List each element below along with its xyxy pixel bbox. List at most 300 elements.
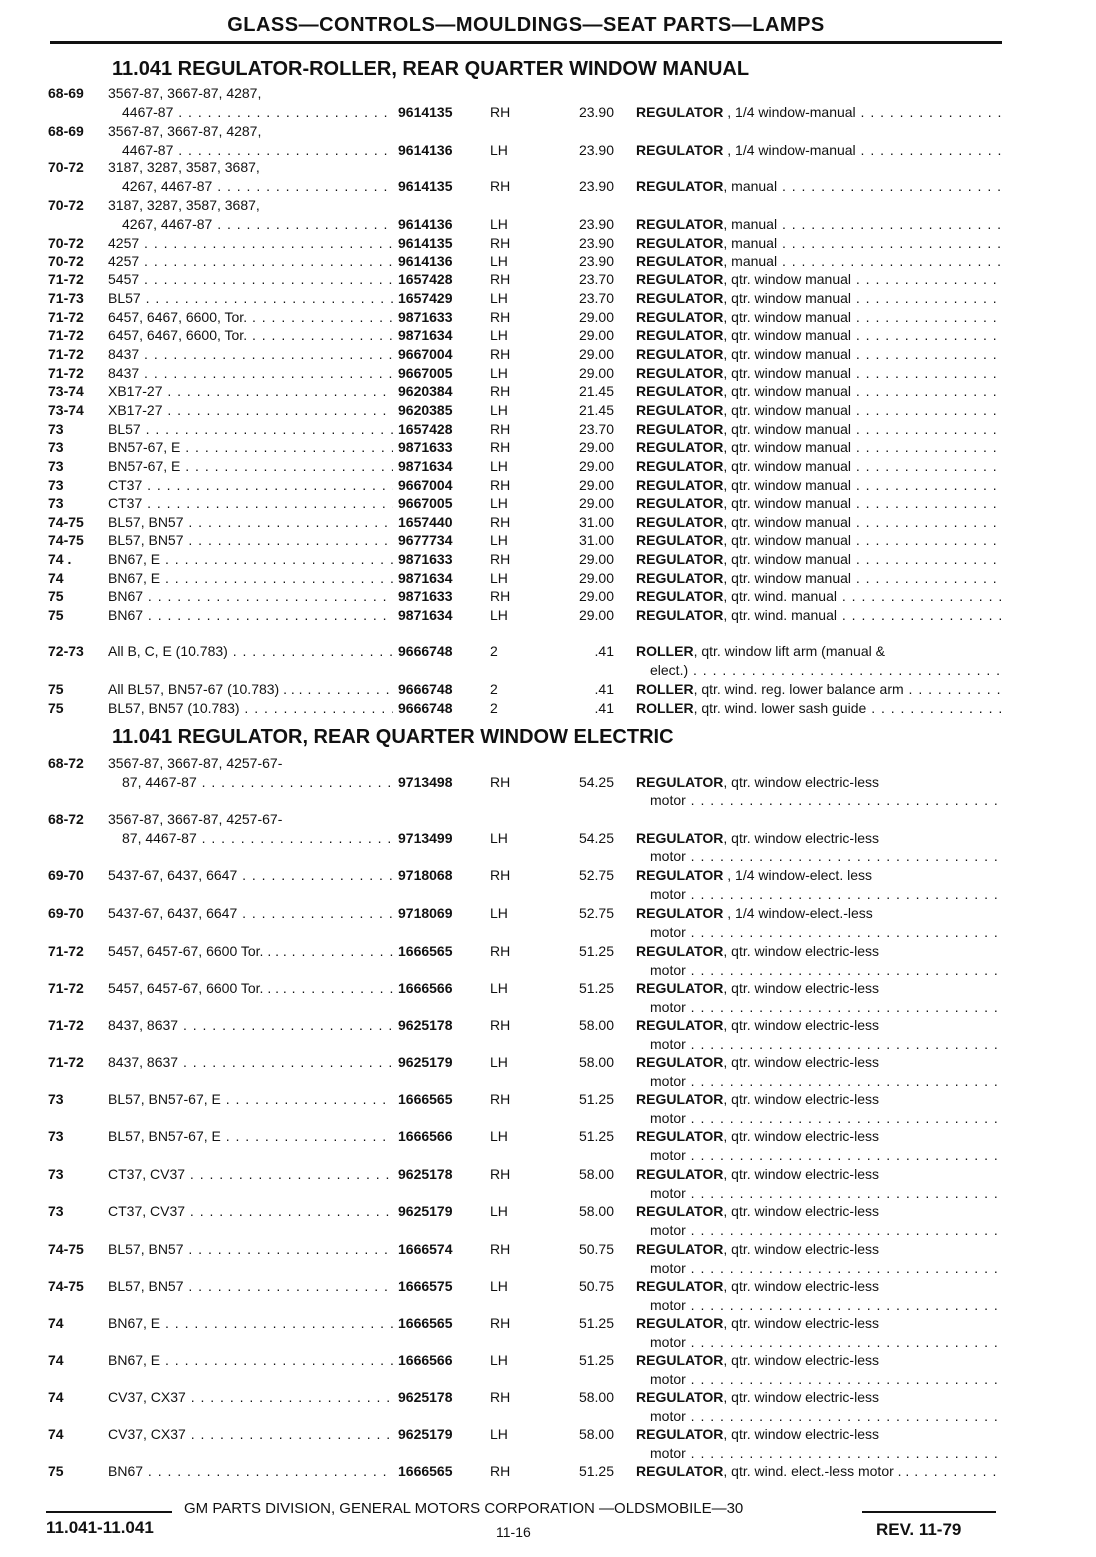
row-year: 70-72 xyxy=(48,235,84,251)
row-description-name: REGULATOR xyxy=(636,327,724,343)
row-description xyxy=(636,587,1002,606)
row-price: 52.75 xyxy=(578,905,614,921)
row-description-name: REGULATOR xyxy=(636,829,724,846)
row-description-name: REGULATOR xyxy=(636,1389,724,1405)
row-price: .41 xyxy=(594,700,614,716)
row-description-name: REGULATOR xyxy=(636,514,724,530)
row-models xyxy=(108,1277,393,1296)
row-description-text: , qtr. wind. reg. lower balance arm xyxy=(693,681,904,697)
row-description-text: , 1/4 window-elect.-less xyxy=(723,905,873,921)
row-models xyxy=(108,1388,393,1407)
row-description xyxy=(636,1240,1002,1277)
row-description-continuation: motor . . . xyxy=(636,1444,1002,1463)
row-models xyxy=(108,401,393,420)
row-description-name: REGULATOR xyxy=(636,215,724,232)
row-description-text: , qtr. window manual xyxy=(723,290,851,306)
row-description-text: , manual xyxy=(723,215,778,232)
row-models xyxy=(108,1462,393,1481)
row-models-line: BN67 . . . xyxy=(108,1462,393,1481)
row-models-line: 3567-87, 3667-87, 4287, xyxy=(108,123,262,139)
row-side: RH xyxy=(490,1091,511,1107)
row-description xyxy=(636,1202,1002,1239)
row-models xyxy=(108,754,393,791)
row-description-text: , qtr. window electric-less xyxy=(723,1426,879,1442)
row-side: RH xyxy=(490,439,511,455)
row-side: LH xyxy=(490,365,508,381)
row-description xyxy=(636,1314,1002,1351)
row-description-text: , qtr. window electric-less xyxy=(723,1352,879,1368)
footer-rule-left xyxy=(46,1511,172,1513)
row-description-name: REGULATOR xyxy=(636,588,724,604)
row-description-continuation: motor . . . xyxy=(636,1035,1002,1054)
row-price: 54.25 xyxy=(578,773,614,790)
row-models-line: BN67, E . . . xyxy=(108,1351,393,1370)
row-models-line: BL57, BN57 . . . xyxy=(108,513,393,532)
row-description-continuation: motor . . . xyxy=(636,1370,1002,1389)
row-description-line xyxy=(636,326,1002,345)
row-description xyxy=(636,866,1002,903)
row-description-continuation: motor . . . xyxy=(636,1407,1002,1426)
row-models xyxy=(108,979,393,998)
row-models-line: 5457, 6457-67, 6600 Tor. . . . . . . xyxy=(108,942,393,961)
row-price: 52.75 xyxy=(578,867,614,883)
row-part-number: 9625179 xyxy=(398,1426,453,1442)
row-price: 21.45 xyxy=(578,383,614,399)
row-side: LH xyxy=(490,495,508,511)
row-side: LH xyxy=(490,1426,508,1442)
row-price: 29.00 xyxy=(578,365,614,381)
row-price: 58.00 xyxy=(578,1389,614,1405)
row-models xyxy=(108,1053,393,1072)
row-description-line xyxy=(636,979,1002,998)
row-price: 23.90 xyxy=(578,235,614,251)
row-year: 69-70 xyxy=(48,905,84,921)
row-description-continuation: motor . . . xyxy=(636,1109,1002,1128)
row-description xyxy=(636,904,1002,941)
row-year: 75 xyxy=(48,681,64,697)
row-part-number: 9614136 xyxy=(398,215,453,232)
row-description-name: REGULATOR xyxy=(636,383,724,399)
row-description-line xyxy=(636,904,1002,923)
row-year: 73 xyxy=(48,1166,64,1182)
row-part-number: 1666574 xyxy=(398,1241,453,1257)
row-price: 51.25 xyxy=(578,943,614,959)
row-part-number: 1666575 xyxy=(398,1278,453,1294)
row-year: 71-72 xyxy=(48,309,84,325)
row-year: 74 xyxy=(48,570,64,586)
row-description-line xyxy=(636,1351,1002,1370)
row-description-text: , 1/4 window-manual xyxy=(723,141,856,158)
row-price: 51.25 xyxy=(578,1463,614,1479)
row-year: 71-72 xyxy=(48,346,84,362)
row-description-text: , qtr. window manual xyxy=(723,495,851,511)
row-description-name: REGULATOR xyxy=(636,1315,724,1331)
row-description xyxy=(636,457,1002,476)
row-description xyxy=(636,531,1002,550)
row-models-line: BN67, E . . . xyxy=(108,569,393,588)
row-year: 68-69 xyxy=(48,85,84,101)
row-models-line: XB17-27 . . . xyxy=(108,401,393,420)
row-description-text: , qtr. window manual xyxy=(723,514,851,530)
row-year: 74 xyxy=(48,1352,64,1368)
row-price: 51.25 xyxy=(578,1091,614,1107)
row-side: RH xyxy=(490,1166,511,1182)
row-models xyxy=(108,531,393,550)
row-description xyxy=(636,1388,1002,1425)
row-part-number: 9871634 xyxy=(398,570,453,586)
row-price: 29.00 xyxy=(578,477,614,493)
row-description xyxy=(636,1462,1002,1481)
row-year: 73 xyxy=(48,1091,64,1107)
row-description-text: , qtr. window electric-less xyxy=(723,1017,879,1033)
row-year: 73 xyxy=(48,458,64,474)
row-description-text: , qtr. window electric-less xyxy=(723,1128,879,1144)
row-description-name: ROLLER xyxy=(636,643,694,659)
row-year: 70-72 xyxy=(48,197,84,213)
row-description-line xyxy=(636,1202,1002,1221)
row-description-line xyxy=(636,438,1002,457)
row-description-text: , qtr. window manual xyxy=(723,327,851,343)
row-models xyxy=(108,904,393,923)
row-models xyxy=(108,382,393,401)
row-part-number: 9620385 xyxy=(398,402,453,418)
row-side: LH xyxy=(490,829,508,846)
row-description-text: , qtr. window manual xyxy=(723,271,851,287)
row-description-line xyxy=(636,866,1002,885)
row-description-text: , qtr. window manual xyxy=(723,365,851,381)
row-year: 71-72 xyxy=(48,365,84,381)
row-models-line: BN67 . . . xyxy=(108,587,393,606)
row-models xyxy=(108,587,393,606)
row-description-text: , qtr. window electric-less xyxy=(723,829,879,846)
row-description-name: REGULATOR xyxy=(636,943,724,959)
row-part-number: 1666565 xyxy=(398,1091,453,1107)
row-description xyxy=(636,1053,1002,1090)
row-models-line: 5437-67, 6437, 6647 . . . xyxy=(108,904,393,923)
row-side: RH xyxy=(490,514,511,530)
row-models xyxy=(108,1127,393,1146)
row-part-number: 9667005 xyxy=(398,365,453,381)
row-description xyxy=(636,680,1002,699)
row-side: LH xyxy=(490,532,508,548)
row-models xyxy=(108,234,393,253)
row-price: 51.25 xyxy=(578,1128,614,1144)
row-part-number: 9666748 xyxy=(398,700,453,716)
footer-revision: REV. 11-79 xyxy=(876,1520,962,1539)
row-description xyxy=(636,642,1002,679)
row-side: RH xyxy=(490,1389,511,1405)
row-year: 75 xyxy=(48,607,64,623)
row-part-number: 1657428 xyxy=(398,271,453,287)
row-side: RH xyxy=(490,867,511,883)
row-description-line xyxy=(636,829,1002,848)
row-description-line xyxy=(636,1127,1002,1146)
row-year: 71-72 xyxy=(48,943,84,959)
row-side: LH xyxy=(490,402,508,418)
row-description-line xyxy=(636,364,1002,383)
row-description-continuation: elect.) . . . xyxy=(636,661,1002,680)
row-price: 29.00 xyxy=(578,607,614,623)
row-description xyxy=(636,476,1002,495)
row-description xyxy=(636,345,1002,364)
row-description xyxy=(636,1277,1002,1314)
row-description-line xyxy=(636,1016,1002,1035)
row-description-text: , manual xyxy=(723,177,778,194)
row-part-number: 1666565 xyxy=(398,943,453,959)
row-models-line: CV37, CX37 . . . xyxy=(108,1388,393,1407)
row-side: 2 xyxy=(490,700,498,716)
row-price: 54.25 xyxy=(578,829,614,846)
row-description-name: ROLLER xyxy=(636,681,694,697)
row-part-number: 9667004 xyxy=(398,346,453,362)
row-models xyxy=(108,550,393,569)
row-description xyxy=(636,494,1002,513)
row-models xyxy=(108,494,393,513)
row-description-name: REGULATOR xyxy=(636,271,724,287)
row-description xyxy=(636,420,1002,439)
row-description-line xyxy=(636,569,1002,588)
row-description xyxy=(636,1165,1002,1202)
row-description-name: REGULATOR xyxy=(636,1352,724,1368)
row-price: 23.70 xyxy=(578,271,614,287)
row-side: LH xyxy=(490,1278,508,1294)
row-side: RH xyxy=(490,271,511,287)
row-models-line: BN67 . . . xyxy=(108,606,393,625)
row-part-number: 9614135 xyxy=(398,103,453,120)
row-description-text: , 1/4 window-manual xyxy=(723,103,856,120)
row-description-line xyxy=(636,345,1002,364)
row-description-continuation: motor . . . xyxy=(636,1184,1002,1203)
row-models xyxy=(108,513,393,532)
row-description-text: , qtr. window manual xyxy=(723,570,851,586)
row-models-line: CT37 . . . xyxy=(108,476,393,495)
row-side: LH xyxy=(490,905,508,921)
row-description xyxy=(636,234,1002,253)
row-description-text: , qtr. window manual xyxy=(723,421,851,437)
row-part-number: 1657428 xyxy=(398,421,453,437)
row-description-name: REGULATOR xyxy=(636,1463,724,1479)
row-side: LH xyxy=(490,1054,508,1070)
row-year: 72-73 xyxy=(48,643,84,659)
row-description-continuation: motor . . . xyxy=(636,1333,1002,1352)
row-year: 73 xyxy=(48,1203,64,1219)
row-side: RH xyxy=(490,177,511,194)
row-description-text: , qtr. window manual xyxy=(723,346,851,362)
row-description-name: REGULATOR xyxy=(636,421,724,437)
row-description xyxy=(636,215,1002,234)
row-models-line: 8437, 8637 . . . xyxy=(108,1053,393,1072)
row-part-number: 1666566 xyxy=(398,980,453,996)
row-description-name: REGULATOR xyxy=(636,1278,724,1294)
row-description xyxy=(636,364,1002,383)
row-models xyxy=(108,308,393,327)
row-description-continuation: motor . . . xyxy=(636,791,1002,810)
row-price: .41 xyxy=(594,681,614,697)
row-part-number: 9871633 xyxy=(398,439,453,455)
row-side: RH xyxy=(490,103,511,120)
row-models xyxy=(108,1240,393,1259)
row-price: 23.90 xyxy=(578,103,614,120)
row-year: 68-72 xyxy=(48,811,84,827)
row-part-number: 9614135 xyxy=(398,177,453,194)
row-side: RH xyxy=(490,588,511,604)
row-description-name: REGULATOR xyxy=(636,1241,724,1257)
row-year: 73 xyxy=(48,495,64,511)
row-description-name: REGULATOR xyxy=(636,477,724,493)
row-side: LH xyxy=(490,290,508,306)
footer-page-number: 11-16 xyxy=(496,1524,531,1540)
row-models xyxy=(108,457,393,476)
row-year: 74 . xyxy=(48,551,72,567)
row-side: RH xyxy=(490,943,511,959)
row-price: 58.00 xyxy=(578,1203,614,1219)
row-price: 29.00 xyxy=(578,439,614,455)
row-description xyxy=(636,1090,1002,1127)
row-description-name: REGULATOR xyxy=(636,1091,724,1107)
row-models-line: 6457, 6467, 6600, Tor. . . . xyxy=(108,308,393,327)
row-description-name: REGULATOR xyxy=(636,1203,724,1219)
row-description-name: REGULATOR xyxy=(636,905,724,921)
row-price: 51.25 xyxy=(578,980,614,996)
row-description xyxy=(636,606,1002,625)
row-year: 70-72 xyxy=(48,159,84,175)
row-part-number: 9871633 xyxy=(398,588,453,604)
row-description-text: , qtr. window lift arm (manual & xyxy=(693,643,885,659)
row-models-line: BL57, BN57 . . . xyxy=(108,531,393,550)
row-models-line: BL57, BN57 (10.783) . . . xyxy=(108,699,393,718)
row-part-number: 9713499 xyxy=(398,829,453,846)
row-description-name: REGULATOR xyxy=(636,290,724,306)
row-description-name: REGULATOR xyxy=(636,607,724,623)
row-description xyxy=(636,1127,1002,1164)
row-models-line: 6457, 6467, 6600, Tor. . . . xyxy=(108,326,393,345)
row-description-name: REGULATOR xyxy=(636,1017,724,1033)
row-description xyxy=(636,252,1002,271)
row-models xyxy=(108,252,393,271)
row-models-line: BN67, E . . . xyxy=(108,550,393,569)
row-part-number: 9614136 xyxy=(398,253,453,269)
row-models xyxy=(108,1351,393,1370)
row-description-name: REGULATOR xyxy=(636,253,724,269)
row-models-line: 4257 . . . xyxy=(108,252,393,271)
row-models-line: 87, 4467-87 . . . xyxy=(108,829,393,848)
row-side: RH xyxy=(490,551,511,567)
row-description xyxy=(636,326,1002,345)
row-models xyxy=(108,1202,393,1221)
row-description-text: , qtr. window manual xyxy=(723,383,851,399)
row-description-name: REGULATOR xyxy=(636,1166,724,1182)
row-description-name: REGULATOR xyxy=(636,346,724,362)
row-description-line xyxy=(636,773,1002,792)
row-description xyxy=(636,289,1002,308)
row-description-text: , qtr. wind. manual xyxy=(723,607,837,623)
row-description-text: , qtr. wind. manual xyxy=(723,588,837,604)
row-models xyxy=(108,289,393,308)
row-models-line: BL57, BN57-67, E . . . xyxy=(108,1090,393,1109)
row-models-line: BL57 . . . xyxy=(108,420,393,439)
row-side: LH xyxy=(490,458,508,474)
row-side: RH xyxy=(490,477,511,493)
row-description-text: , qtr. window electric-less xyxy=(723,1278,879,1294)
row-description-name: REGULATOR xyxy=(636,177,724,194)
row-part-number: 9620384 xyxy=(398,383,453,399)
row-description-continuation: motor . . . xyxy=(636,1259,1002,1278)
row-part-number: 1666566 xyxy=(398,1128,453,1144)
row-part-number: 1666565 xyxy=(398,1315,453,1331)
row-part-number: 9625178 xyxy=(398,1017,453,1033)
section-title-manual: 11.041 REGULATOR-ROLLER, REAR QUARTER WINDOW MANUAL xyxy=(112,58,750,80)
row-description-line xyxy=(636,550,1002,569)
row-price: 58.00 xyxy=(578,1054,614,1070)
row-part-number: 9625178 xyxy=(398,1166,453,1182)
row-description-text: , qtr. window electric-less xyxy=(723,1203,879,1219)
row-description-text: , qtr. wind. elect.-less motor . . xyxy=(723,1463,910,1479)
row-price: 51.25 xyxy=(578,1352,614,1368)
row-models xyxy=(108,345,393,364)
row-part-number: 9871633 xyxy=(398,551,453,567)
row-description xyxy=(636,942,1002,979)
row-description-line xyxy=(636,270,1002,289)
row-models xyxy=(108,1016,393,1035)
row-price: 23.90 xyxy=(578,141,614,158)
row-description-line xyxy=(636,457,1002,476)
row-models xyxy=(108,569,393,588)
row-description-text: , qtr. window manual xyxy=(723,309,851,325)
row-description-text: , manual xyxy=(723,235,778,251)
row-models xyxy=(108,326,393,345)
row-side: LH xyxy=(490,570,508,586)
row-description-name: REGULATOR xyxy=(636,532,724,548)
row-side: 2 xyxy=(490,643,498,659)
row-year: 74 xyxy=(48,1389,64,1405)
row-description-text: , qtr. window electric-less xyxy=(723,1166,879,1182)
row-part-number: 9625179 xyxy=(398,1203,453,1219)
row-description-line xyxy=(636,1462,1002,1481)
row-part-number: 1666566 xyxy=(398,1352,453,1368)
row-description xyxy=(636,699,1002,718)
row-models xyxy=(108,942,393,961)
row-price: 29.00 xyxy=(578,327,614,343)
row-description-line xyxy=(636,1314,1002,1333)
row-models-line: 4467-87 . . . xyxy=(108,103,393,122)
row-description-line xyxy=(636,234,1002,253)
footer-corporation: GM PARTS DIVISION, GENERAL MOTORS CORPORATION —OLDSMOBILE—30 xyxy=(184,1500,744,1517)
row-description-text: , qtr. window manual xyxy=(723,532,851,548)
row-price: 31.00 xyxy=(578,514,614,530)
row-description-name: REGULATOR xyxy=(636,458,724,474)
row-price: 29.00 xyxy=(578,495,614,511)
row-year: 74 xyxy=(48,1315,64,1331)
row-year: 73 xyxy=(48,439,64,455)
row-description xyxy=(636,550,1002,569)
row-part-number: 9666748 xyxy=(398,681,453,697)
row-models-line: BN57-67, E . . . xyxy=(108,457,393,476)
row-year: 70-72 xyxy=(48,253,84,269)
row-models xyxy=(108,680,393,699)
row-part-number: 9871634 xyxy=(398,607,453,623)
row-year: 74-75 xyxy=(48,532,84,548)
row-models xyxy=(108,122,393,159)
row-description-line xyxy=(636,420,1002,439)
row-year: 68-72 xyxy=(48,755,84,771)
row-part-number: 1657429 xyxy=(398,290,453,306)
row-description-name: REGULATOR xyxy=(636,1426,724,1442)
row-year: 73-74 xyxy=(48,402,84,418)
row-side: RH xyxy=(490,235,511,251)
row-price: 50.75 xyxy=(578,1278,614,1294)
row-description-line xyxy=(636,141,1002,160)
row-description-line xyxy=(636,606,1002,625)
